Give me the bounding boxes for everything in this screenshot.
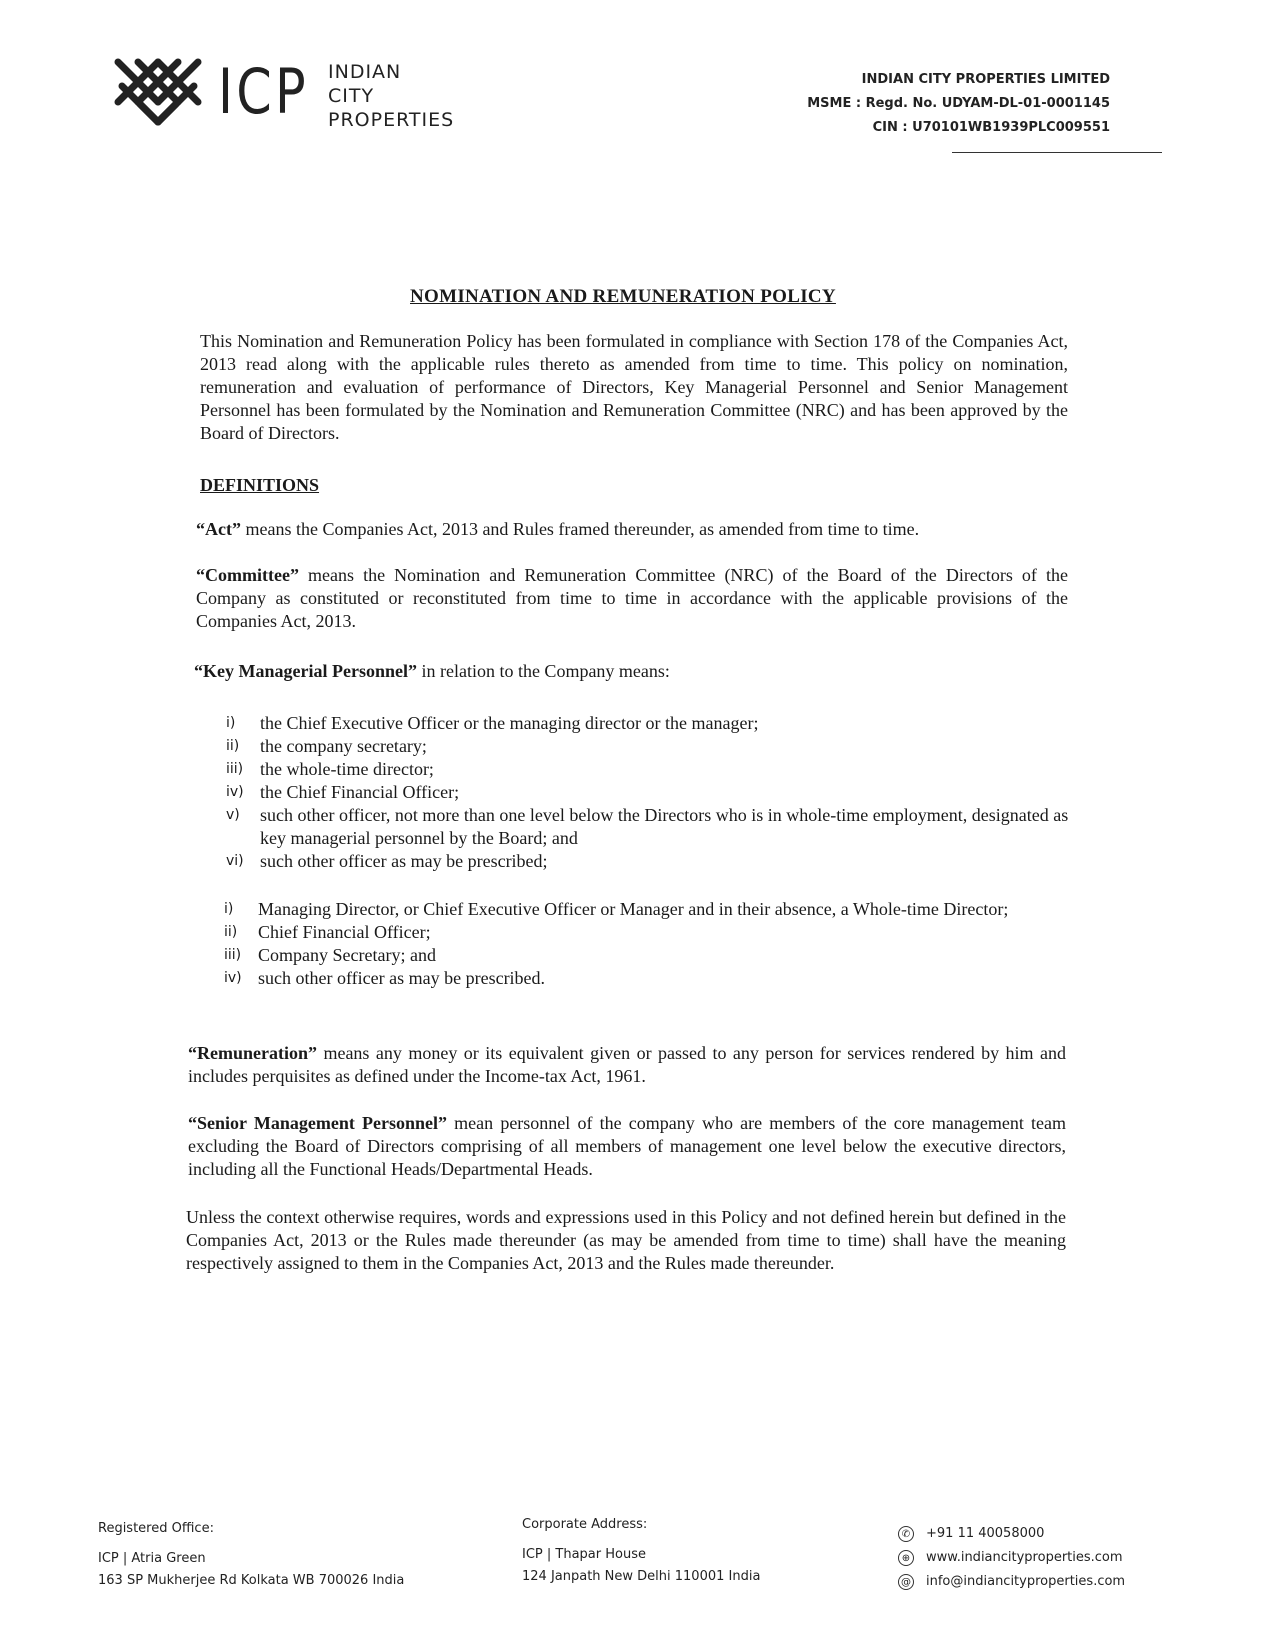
list-number: iv) [224, 970, 242, 986]
list-number: iii) [224, 947, 242, 963]
logo-name-line: INDIAN [328, 61, 402, 83]
list-text: the company secretary; [260, 736, 427, 756]
list-text: Chief Financial Officer; [258, 922, 431, 942]
email-link[interactable]: info@indiancityproperties.com [926, 1574, 1126, 1589]
definition-term: “Remuneration” [188, 1043, 317, 1063]
registered-office-line: 163 SP Mukherjee Rd Kolkata WB 700026 India [98, 1573, 405, 1588]
definition-text: means any money or its equivalent given or passed to any person for services rendered by him and includes perquisites as defined under the Income-tax Act, 1961. [188, 1043, 1066, 1086]
page-title: NOMINATION AND REMUNERATION POLICY [410, 286, 836, 307]
company-details [807, 68, 1110, 140]
logo-name-line: CITY [328, 85, 375, 107]
company-logo [110, 42, 470, 142]
contact-email [898, 1570, 1125, 1594]
list-item [224, 944, 1074, 967]
definition-text: means the Nomination and Remuneration Committee (NRC) of the Board of the Directors of the Company as constituted or reconstituted from time to time in accordance with the applicable provisions of the Companies Act, 2013. [196, 565, 1068, 631]
list-number: iv) [226, 784, 244, 800]
contact-website [898, 1546, 1125, 1570]
list-text: Managing Director, or Chief Executive Officer or Manager and in their absence, a Whole-time Director; [258, 899, 1009, 919]
list-item [224, 898, 1074, 921]
list-number: i) [226, 715, 236, 731]
contact-phone [898, 1522, 1125, 1546]
list-item [226, 781, 1076, 804]
logo-wordmark: ICP [218, 55, 309, 128]
list-item [226, 804, 1076, 850]
list-item [226, 712, 1076, 735]
intro-paragraph: This Nomination and Remuneration Policy has been formulated in compliance with Section 178 of the Companies Act, 2013 read along with the applicable rules thereto as amended from time to time. This policy on nomination, remuneration and evaluation of performance of Directors, Key Managerial Personnel and Senior Management Personnel has been formulated by the Nomination and Remuneration Committee (NRC) and has been approved by the Board of Directors. [200, 331, 1068, 443]
list-item [224, 967, 1074, 990]
definition-term: “Key Managerial Personnel” [194, 661, 417, 681]
definition-text: in relation to the Company means: [416, 661, 670, 681]
msme-number: MSME : Regd. No. UDYAM-DL-01-0001145 [807, 96, 1110, 111]
list-item [226, 850, 1076, 873]
list-text: such other officer as may be prescribed; [260, 851, 548, 871]
corporate-address [522, 1514, 760, 1588]
list-item [224, 921, 1074, 944]
website-link[interactable]: www.indiancityproperties.com [926, 1550, 1123, 1565]
definition-smp [188, 1112, 1066, 1181]
closing-paragraph: Unless the context otherwise requires, words and expressions used in this Policy and not defined herein but defined in the Companies Act, 2013 or the Rules made thereunder (as may be amended from time to time) shall have the meaning respectively assigned to them in the Companies Act, 2013 and the Rules made thereunder. [186, 1207, 1066, 1273]
list-number: vi) [226, 853, 244, 869]
list-item [226, 735, 1076, 758]
phone-icon: ✆ [898, 1526, 914, 1542]
list-number: v) [226, 807, 240, 823]
registered-office [98, 1518, 404, 1592]
logo-name [328, 60, 454, 132]
list-number: i) [224, 901, 234, 917]
corporate-address-line: ICP | Thapar House [522, 1547, 646, 1562]
definition-kmp [194, 660, 1066, 683]
corporate-address-label: Corporate Address: [522, 1517, 648, 1532]
kmp-list-secondary [224, 898, 1074, 990]
company-name: INDIAN CITY PROPERTIES LIMITED [861, 72, 1110, 87]
logo-name-line: PROPERTIES [328, 109, 455, 131]
list-number: ii) [224, 924, 238, 940]
definitions-heading: DEFINITIONS [200, 475, 320, 495]
phone-number: +91 11 40058000 [926, 1526, 1045, 1541]
definition-text: means the Companies Act, 2013 and Rules framed thereunder, as amended from time to time. [240, 519, 920, 539]
list-item [226, 758, 1076, 781]
contact-details [898, 1522, 1125, 1594]
list-text: such other officer, not more than one level below the Directors who is in whole-time employment, designated as key managerial personnel by the Board; and [260, 805, 1069, 848]
kmp-list-primary [226, 712, 1076, 873]
definition-term: “Act” [196, 519, 241, 539]
list-number: ii) [226, 738, 240, 754]
definition-act [196, 518, 1068, 541]
list-text: the whole-time director; [260, 759, 434, 779]
list-text: the Chief Financial Officer; [260, 782, 460, 802]
logo-lattice-icon [110, 42, 210, 142]
definition-remuneration [188, 1042, 1066, 1088]
email-icon: @ [898, 1574, 914, 1590]
definition-term: “Committee” [196, 565, 299, 585]
corporate-address-line: 124 Janpath New Delhi 110001 India [522, 1569, 761, 1584]
definition-term: “Senior Management Personnel” [188, 1113, 447, 1133]
definition-text: mean personnel of the company who are members of the core management team excluding the Board of Directors comprising of all members of management one level below the executive directors, including all the Functional Heads/Departmental Heads. [188, 1113, 1066, 1179]
list-text: the Chief Executive Officer or the managing director or the manager; [260, 713, 759, 733]
cin-number: CIN : U70101WB1939PLC009551 [872, 120, 1110, 135]
list-text: such other officer as may be prescribed. [258, 968, 546, 988]
header-divider [952, 152, 1162, 153]
registered-office-line: ICP | Atria Green [98, 1551, 206, 1566]
list-number: iii) [226, 761, 244, 777]
registered-office-label: Registered Office: [98, 1521, 214, 1536]
list-text: Company Secretary; and [258, 945, 436, 965]
globe-icon: ⊕ [898, 1550, 914, 1566]
definition-committee [196, 564, 1068, 633]
